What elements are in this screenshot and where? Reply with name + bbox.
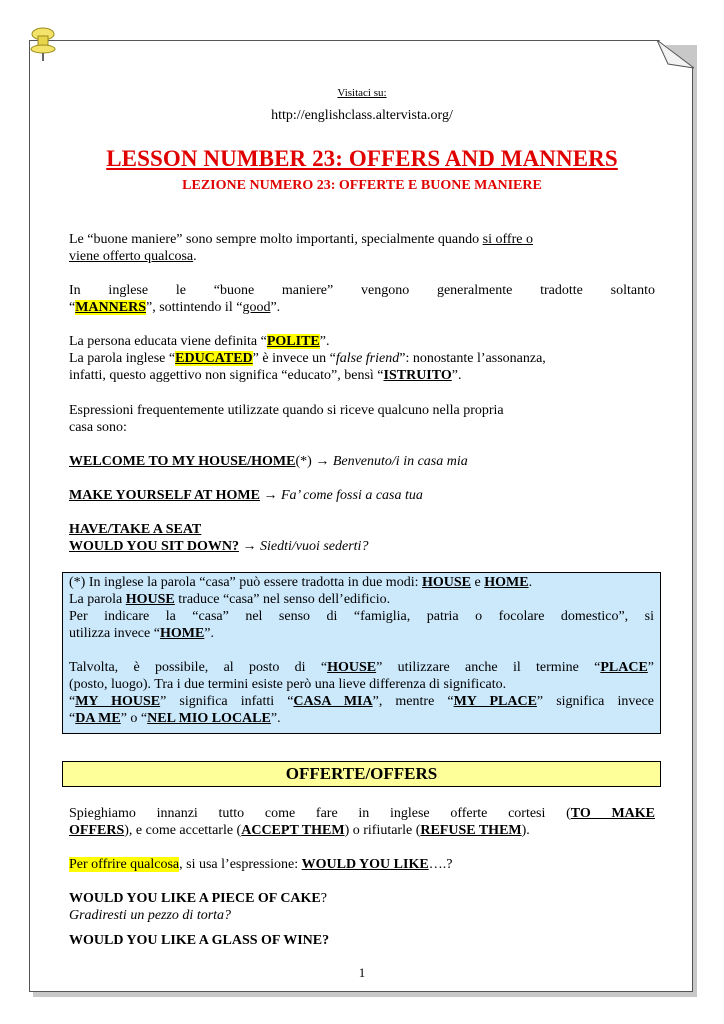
cake-question: ? (320, 891, 327, 906)
arrow: → (238, 539, 260, 554)
intro-text: Le “buone maniere” sono sempre molto importanti, specialmente quando (69, 232, 483, 247)
cake-english-line (69, 890, 655, 907)
note-l5-pre: Talvolta, è possibile, al posto di “ (69, 660, 328, 675)
note-l8-mid: ” o “ (120, 711, 148, 726)
educated-line2-pre: infatti, questo aggettivo non significa “educato”, bensì “ (69, 368, 384, 383)
educated-line2-end: ”. (451, 368, 462, 383)
intro-underlined-2: viene offerto qualcosa (69, 249, 194, 264)
term-place: PLACE (600, 660, 648, 675)
note-line-1 (69, 574, 654, 591)
welcome-italian: Benvenuto/i in casa mia (332, 454, 468, 469)
offers-line-1 (69, 805, 655, 822)
term-refuse-them: REFUSE THEM (420, 823, 522, 838)
term-house: HOUSE (125, 592, 175, 607)
folded-corner-icon (652, 40, 694, 70)
yourself-italian: Fa’ come fossi a casa tua (280, 488, 423, 503)
term-to-make: TO MAKE (570, 806, 655, 821)
cake-italian: Gradiresti un pezzo di torta? (69, 908, 232, 923)
pushpin-icon (28, 27, 58, 63)
term-polite: POLITE (266, 334, 320, 349)
offers-paragraph (69, 805, 655, 839)
term-educated: EDUCATED (175, 351, 253, 366)
note-spacer (69, 642, 654, 659)
note-line-8 (69, 710, 654, 727)
note-e: e (471, 575, 485, 590)
term-house: HOUSE (327, 660, 377, 675)
term-casa-mia: CASA MIA (293, 694, 373, 709)
seat-english-1: HAVE/TAKE A SEAT (69, 522, 202, 537)
site-url[interactable]: http://englishclass.altervista.org/ (271, 108, 453, 123)
note-line-5 (69, 659, 654, 676)
note-line-4 (69, 625, 654, 642)
offrire-end: ….? (428, 857, 453, 872)
arrow: → (259, 488, 281, 503)
offers-line-2 (69, 822, 655, 839)
term-home: HOME (159, 626, 205, 641)
educated-mid: ” è invece un “ (252, 351, 336, 366)
manners-line-1: In inglese le “buone maniere” vengono generalmente tradotte soltanto (69, 283, 655, 298)
manners-end: ”. (270, 300, 281, 315)
educated-line-1 (69, 350, 655, 367)
welcome-english: WELCOME TO MY HOUSE/HOME (69, 454, 296, 469)
term-my-place: MY PLACE (453, 694, 537, 709)
term-istruito: ISTRUITO (383, 368, 452, 383)
manners-mid: ”, sottintendo il “ (146, 300, 243, 315)
educated-pre: La parola inglese “ (69, 351, 176, 366)
intro-paragraph (69, 231, 655, 265)
seat-line-2 (69, 538, 655, 555)
note-l7-end: ” significa invece (536, 694, 655, 709)
yourself-expression (69, 487, 655, 504)
polite-pre: La persona educata viene definita “ (69, 334, 267, 349)
offers-l2-mid2: ) o rifiutarle ( (344, 823, 421, 838)
polite-line (69, 333, 655, 350)
visit-label: Visitaci su: (337, 87, 387, 99)
lesson-title: LESSON NUMBER 23: OFFERS AND MANNERS (106, 146, 618, 171)
offrire-paragraph (69, 856, 655, 873)
term-accept-them: ACCEPT THEM (241, 823, 345, 838)
offrire-mid: , si usa l’espressione: (179, 857, 302, 872)
term-manners: MANNERS (75, 300, 146, 315)
note-l7-mid2: ”, mentre “ (372, 694, 454, 709)
note-l4-pre: utilizza invece “ (69, 626, 160, 641)
cake-english: WOULD YOU LIKE A PIECE OF CAKE (69, 891, 321, 906)
term-offers: OFFERS (69, 823, 125, 838)
lesson-subtitle: LEZIONE NUMERO 23: OFFERTE E BUONE MANIERE (182, 178, 542, 193)
welcome-mark: (*) → (295, 454, 333, 469)
section-heading-offers: OFFERTE/OFFERS (62, 761, 661, 787)
term-false-friend: false friend (335, 351, 400, 366)
term-house: HOUSE (421, 575, 471, 590)
wine-example: WOULD YOU LIKE A GLASS OF WINE? (69, 933, 330, 948)
offers-l2-mid: ), e come accettarle ( (124, 823, 242, 838)
manners-line-2 (69, 299, 655, 316)
note-l8-end: ”. (270, 711, 281, 726)
seat-italian: Siedti/vuoi sederti? (259, 539, 369, 554)
note-line-2 (69, 591, 654, 608)
note-line-6: (posto, luogo). Tra i due termini esiste però una lieve differenza di significato. (69, 677, 507, 692)
page-number: 1 (358, 965, 366, 980)
offers-l2-end: ). (521, 823, 530, 838)
note-l1-end: . (528, 575, 533, 590)
term-nel-mio-locale: NEL MIO LOCALE (147, 711, 271, 726)
quote-open: “ (69, 711, 76, 726)
seat-english-2: WOULD YOU SIT DOWN? (69, 539, 239, 554)
term-would-you-like: WOULD YOU LIKE (301, 857, 429, 872)
polite-paragraph (69, 333, 655, 384)
note-l5-end: ” (647, 660, 654, 675)
term-good: good (242, 300, 271, 315)
offers-l1-pre: Spieghiamo innanzi tutto come fare in inglese offerte cortesi ( (69, 806, 571, 821)
expressions-paragraph (69, 402, 655, 436)
term-my-house: MY HOUSE (75, 694, 161, 709)
expressions-line-2: casa sono: (69, 420, 127, 435)
manners-paragraph (69, 282, 655, 316)
note-l1-pre: (*) In inglese la parola “casa” può essere tradotta in due modi: (69, 575, 422, 590)
note-l7-mid: ” significa infatti “ (160, 694, 294, 709)
quote-open: “ (69, 694, 76, 709)
note-l2-end: traduce “casa” nel senso dell’edificio. (174, 592, 391, 607)
cake-example (69, 890, 655, 924)
note-line-3: Per indicare la “casa” nel senso di “famiglia, patria o focolare domestico”, si (69, 609, 654, 624)
intro-underlined-1: si offre o (482, 232, 533, 247)
educated-line-2 (69, 367, 655, 384)
polite-post: ”. (319, 334, 330, 349)
note-l5-mid: ” utilizzare anche il termine “ (376, 660, 601, 675)
quote-open: “ (69, 300, 76, 315)
term-home: HOME (484, 575, 529, 590)
house-home-note-box (62, 572, 661, 734)
intro-end: . (193, 249, 197, 264)
note-l2-pre: La parola (69, 592, 126, 607)
seat-expression (69, 521, 655, 555)
welcome-expression (69, 453, 655, 470)
note-l4-end: ”. (204, 626, 215, 641)
note-line-7 (69, 693, 654, 710)
term-da-me: DA ME (75, 711, 121, 726)
yourself-english: MAKE YOURSELF AT HOME (69, 488, 260, 503)
highlight-per-offrire: Per offrire qualcosa (69, 857, 180, 872)
expressions-line-1: Espressioni frequentemente utilizzate quando si riceve qualcuno nella propria (69, 403, 504, 418)
educated-end: ”: nonostante l’assonanza, (399, 351, 546, 366)
